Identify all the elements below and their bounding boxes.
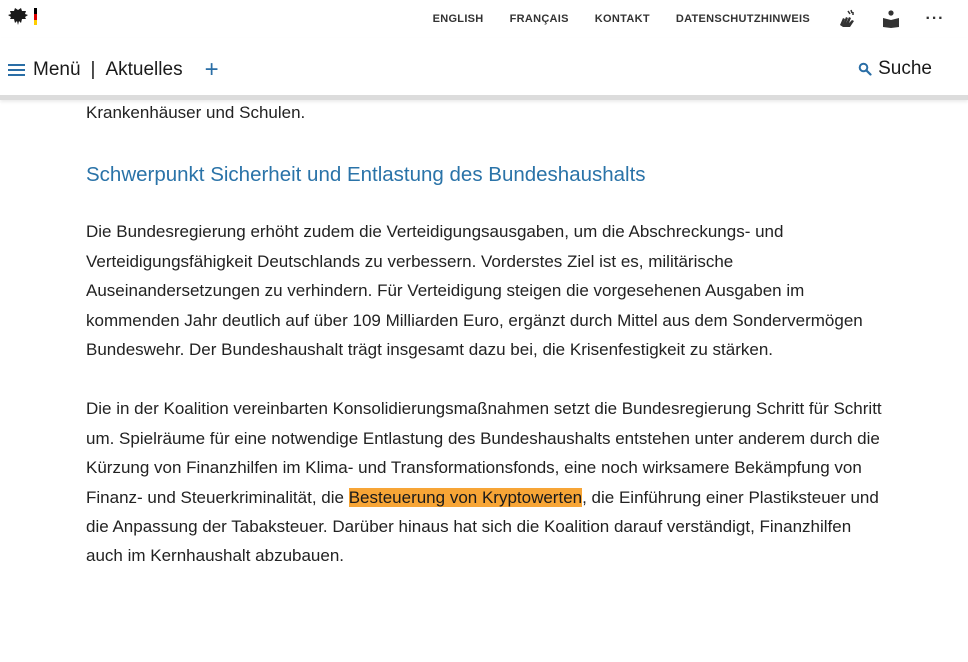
- search-icon: [858, 62, 872, 76]
- main-navigation: [0, 38, 968, 100]
- paragraph-consolidation: [86, 394, 886, 570]
- top-links: [433, 0, 946, 38]
- paragraph-tail: Krankenhäuser und Schulen.: [86, 103, 306, 122]
- more-icon[interactable]: [924, 8, 946, 30]
- top-utility-bar: [0, 0, 968, 38]
- paragraph-text-before: Die in der Koalition vereinbarten Konsolidierungsmaßnahmen setzt die Bundesregierung Schritt für Schritt um. Spielräume für eine notwendige Entlastung des Bundeshaushalts entstehen unter anderem durch die Kürzung von Finanzhilfen im Klima- und Transformationsfonds, eine noch wirksamere Bekämpfung von Finanz- und Steuerkriminalität, die: [86, 399, 882, 507]
- link-kontakt[interactable]: KONTAKT: [594, 13, 650, 25]
- link-english[interactable]: ENGLISH: [432, 13, 484, 25]
- expand-plus-icon[interactable]: +: [204, 56, 219, 83]
- section-link-aktuelles[interactable]: Aktuelles: [105, 59, 183, 80]
- more-dots: ···: [925, 10, 945, 27]
- link-francais[interactable]: FRANÇAIS: [509, 13, 569, 25]
- nav-left: [8, 58, 219, 82]
- highlighted-text: Besteuerung von Kryptowerten: [348, 487, 583, 507]
- search-label: Suche: [878, 58, 932, 79]
- nav-separator: |: [90, 59, 96, 80]
- paragraph-text-after: , die Einführung einer Plastiksteuer und die Anpassung der Tabaksteuer. Darüber hinaus hat sich die Koalition darauf verständigt, Finanzhilfen auch im Kernhaushalt abzubauen.: [86, 487, 879, 566]
- sign-language-icon[interactable]: [836, 8, 858, 30]
- hamburger-menu-icon[interactable]: [8, 64, 25, 76]
- paragraph-defense: Die Bundesregierung erhöht zudem die Verteidigungsausgaben, um die Abschreckungs- und Verteidigungsfähigkeit Deutschlands zu verbessern. Vorderstes Ziel ist es, militärische Auseinandersetzungen zu verhindern. Für Verteidigung steigen die vorgesehenen Ausgaben im kommenden Jahr deutlich auf über 109 Milliarden Euro, ergänzt durch Mittel aus dem Sondervermögen Bundeswehr. Der Bundeshaushalt trägt insgesamt dazu bei, die Krisenfestigkeit zu stärken.: [86, 222, 863, 360]
- section-heading: Schwerpunkt Sicherheit und Entlastung des Bundeshaushalts: [86, 163, 646, 187]
- search-button[interactable]: [858, 58, 932, 80]
- article-content: [86, 96, 886, 571]
- easy-language-icon[interactable]: [880, 8, 902, 30]
- link-datenschutzhinweis[interactable]: DATENSCHUTZHINWEIS: [675, 13, 810, 25]
- menu-button[interactable]: Menü: [33, 59, 81, 80]
- federal-eagle-logo[interactable]: [6, 6, 46, 28]
